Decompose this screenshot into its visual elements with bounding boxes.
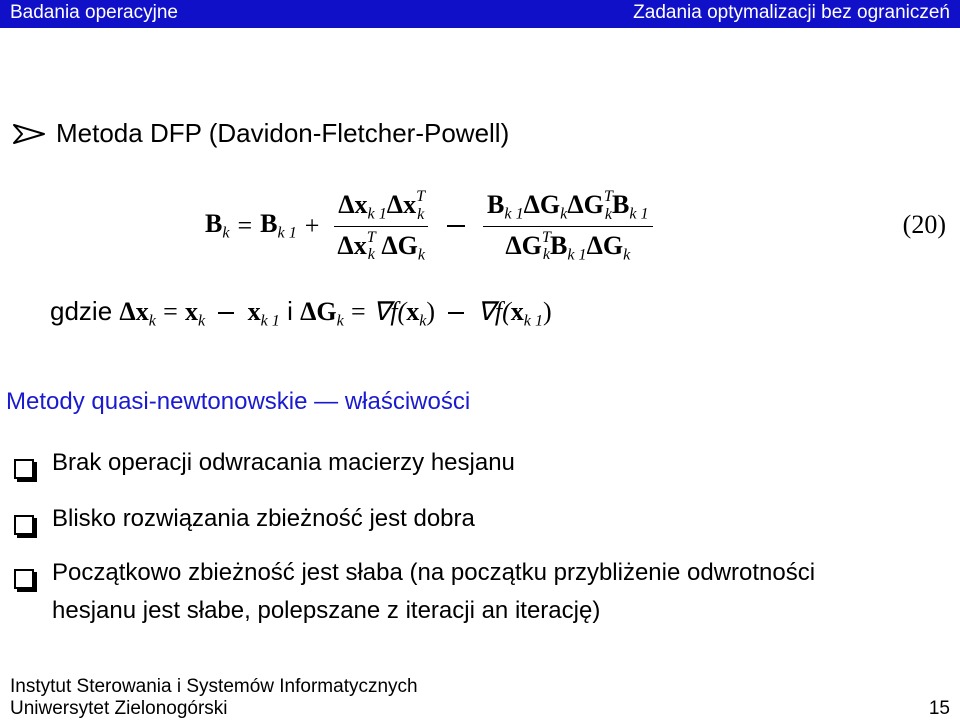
properties-heading: Metody quasi-newtonowskie — właściwości [6,388,471,415]
list-item-text: Brak operacji odwracania macierzy hesjanu [52,449,515,476]
formula-equals: = [237,211,253,240]
where-xk: $x_k$ [185,297,206,330]
page-number: 15 [928,698,950,719]
fraction-2-denominator: $\Delta G^T_kB_{k 1}\Delta G_k$ [505,228,631,264]
fraction-2-numerator: $B_{k 1}\Delta G_k\Delta G^T_kB_{k 1}$ [483,188,653,227]
fraction-1-denominator: $\Delta x^T_k$ $\Delta G_k$ [337,228,426,264]
formula-plus: + [304,211,320,240]
header-course-title: Badania operacyjne [10,2,178,23]
where-xk-prev: $x_{k 1}$ [247,297,280,330]
list-item-text: Blisko rozwiązania zbieżność jest dobra [52,505,475,532]
checkbox-bullet-icon [14,569,34,589]
formula-fraction-2 [483,188,653,264]
where-eq2: = [351,297,366,326]
where-grad-2: $\nabla f(x_{k 1})$ [477,297,552,330]
formula-fraction-1 [333,188,429,264]
formula-b-prev: $B_{k 1}$ [260,209,297,242]
where-dg: $\Delta G_k$ [300,297,344,330]
list-item [14,505,475,538]
where-clause [50,296,552,331]
equation-number: (20) [902,210,946,239]
slide-header [0,0,960,28]
checkbox-bullet-icon [14,459,34,479]
fraction-1-numerator: $\Delta x_{k 1}\Delta x^T_k$ [334,188,428,227]
where-dx: $\Delta x_k$ [119,297,156,330]
where-minus-1 [218,312,234,314]
section-title-text: Metoda DFP (Davidon-Fletcher-Powell) [56,118,510,148]
formula-lhs: $B_k$ [205,209,230,242]
footer-institute: Instytut Sterowania i Systemów Informatycznych [10,676,418,697]
where-minus-2 [448,312,464,314]
where-conjunction: i [287,296,293,326]
where-eq1: = [163,297,178,326]
list-item-text: Początkowo zbieżność jest słaba (na początku przybliżenie odwrotności hesjanu jest słabe, polepszane z iteracji an iterację) [52,559,816,624]
checkbox-bullet-icon [14,515,34,535]
list-item [14,449,515,482]
where-prefix: gdzie [50,296,113,326]
where-grad-1: $\nabla f(x_k)$ [372,297,436,330]
list-item [14,559,816,630]
formula-minus [447,225,465,227]
footer-university: Uniwersytet Zielonogórski [10,698,228,719]
arrowhead-bullet-icon [12,121,46,147]
section-title [12,118,509,149]
header-topic-title: Zadania optymalizacji bez ograniczeń [633,2,950,23]
dfp-formula [205,187,659,264]
